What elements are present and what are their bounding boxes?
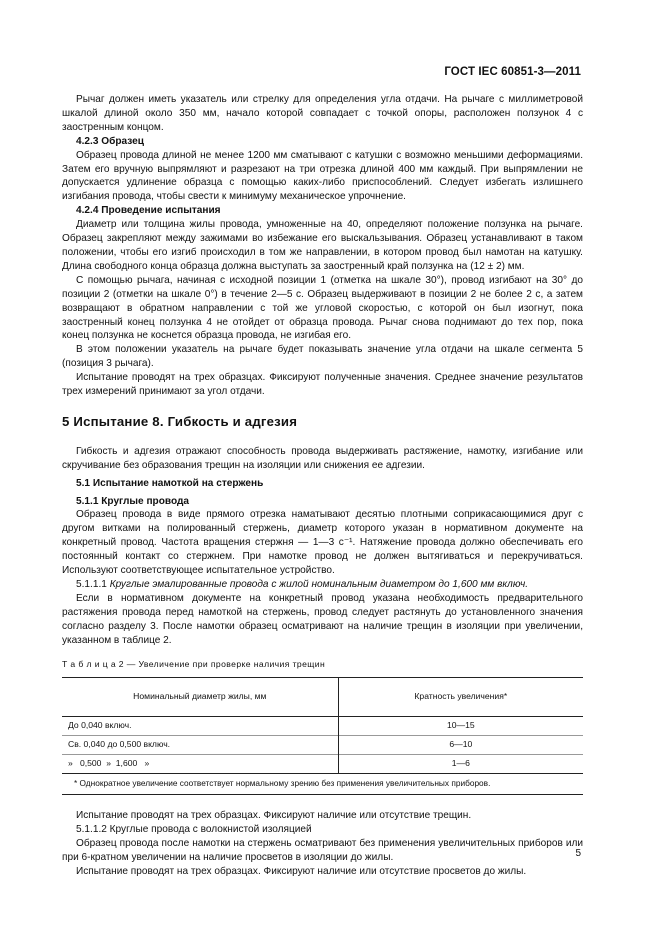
paragraph-fibrous: Образец провода после намотки на стержень осматривают без применения увеличительных приборов или при 6-кратном увеличении на наличие просветов в изоляции до жилы. <box>62 838 583 864</box>
column-header-magnification: Кратность увеличения* <box>338 678 583 717</box>
page-number: 5 <box>575 848 581 859</box>
heading-5-1-1-1 <box>62 578 583 592</box>
heading-5-1: 5.1 Испытание намоткой на стержень <box>76 477 264 489</box>
table-row <box>62 755 583 774</box>
document-header: ГОСТ IEC 60851-3—2011 <box>444 66 581 78</box>
paragraph-enamel: Если в нормативном документе на конкретный провод указана необходимость предварительного растяжения провода перед намоткой на стержень, провод следует растянуть до установленного значения согласно разделу 3. После намотки образец осматривают на наличие трещин в изоляции при увеличении, указанном в таблице 2. <box>62 592 583 646</box>
heading-4-2-4 <box>62 204 583 218</box>
heading-number: 4.2.3 <box>76 135 99 147</box>
heading-5-1-1: 5.1.1 Круглые провода <box>76 495 190 507</box>
cell-magnification: 10—15 <box>446 720 475 731</box>
magnification-table <box>62 677 583 795</box>
page-body <box>62 93 583 879</box>
cell-magnification: 6—10 <box>338 736 583 755</box>
paragraph-procedure-3: В этом положении указатель на рычаге будет показывать значение угла отдачи на шкале сегмента 5 (позиция 3 рычага). <box>62 344 583 370</box>
paragraph-procedure-4: Испытание проводят на трех образцах. Фиксируют полученные значения. Среднее значение результатов трех измерений принимают за угол отдачи. <box>62 372 583 398</box>
table-footnote: * Однократное увеличение соответствует нормальному зрению без применения увеличительных приборов. <box>62 774 583 795</box>
cell-diameter: » 0,500 » 1,600 » <box>62 755 338 774</box>
paragraph-after-table: Испытание проводят на трех образцах. Фиксируют наличие или отсутствие трещин. <box>76 810 472 822</box>
paragraph-final: Испытание проводят на трех образцах. Фиксируют наличие или отсутствие просветов до жилы. <box>76 866 527 878</box>
heading-number: 4.2.4 <box>76 205 99 217</box>
heading-5-1-1-2: 5.1.1.2 Круглые провода с волокнистой изоляцией <box>76 824 312 836</box>
cell-diameter: До 0,040 включ. <box>62 717 338 736</box>
heading-title: Круглые эмалированные провода с жилой номинальным диаметром до 1,600 мм включ. <box>109 579 529 590</box>
paragraph-sample: Образец провода длиной не менее 1200 мм сматывают с катушки с возможно меньшими деформациями. Затем его вручную выпрямляют и разрезают на три отрезка длиной 400 мм каждый. При выпрямлении не допускается удлинение образца с помощью каких-либо приспособлений. Следует избегать излишнего изгибания провода, чтобы свести к минимуму механическое упрочнение. <box>62 149 583 203</box>
table-caption: Т а б л и ц а 2 — Увеличение при проверке наличия трещин <box>62 658 326 669</box>
paragraph-procedure-1: Диаметр или толщина жилы провода, умноженные на 40, определяют положение ползунка на рычаге. Образец закрепляют между зажимами во избежание его выскальзывания. Образец устанавливают в таком положении, чтобы его изгиб происходил в том же направлении, в котором провод был намотан на катушку. Длина свободного конца образца должна выступать за заостренный край ползунка на (12 ± 2) мм. <box>62 219 583 272</box>
table-row <box>62 717 583 736</box>
paragraph-round-wire: Образец провода в виде прямого отрезка наматывают десятью плотными соприкасающимися друг с другом витками на полированный стержень, диаметр которого указан в нормативном документе на конкретный провод. Частота вращения стержня — 1—3 с⁻¹. Натяжение провода должно обеспечивать его постоянный контакт со стержнем. При намотке провод не должен вытягиваться и перекручиваться. Используют соответствующее испытательное устройство. <box>62 509 583 577</box>
table-header-row <box>62 678 583 717</box>
heading-title: Образец <box>101 135 144 147</box>
heading-4-2-3 <box>62 135 583 149</box>
cell-magnification: 1—6 <box>338 755 583 774</box>
cell-diameter: Св. 0,040 до 0,500 включ. <box>62 736 338 755</box>
heading-number: 5.1.1.1 <box>76 579 107 590</box>
paragraph-lever: Рычаг должен иметь указатель или стрелку для определения угла отдачи. На рычаге с миллиметровой шкалой длиной около 350 мм, начало которой совпадает с точкой опоры, расположен ползунок 4 с заостренным концом. <box>62 94 583 133</box>
paragraph-section5-intro: Гибкость и адгезия отражают способность провода выдерживать растяжение, намотку, изгибание или скручивание без образования трещин на изоляции или снижения ее адгезии. <box>62 445 583 471</box>
column-header-diameter: Номинальный диаметр жилы, мм <box>62 678 338 717</box>
section-5-title: 5 Испытание 8. Гибкость и адгезия <box>62 413 298 429</box>
table-row <box>62 736 583 755</box>
table-footnote-row <box>62 774 583 795</box>
heading-title: Проведение испытания <box>101 205 221 217</box>
paragraph-procedure-2: С помощью рычага, начиная с исходной позиции 1 (отметка на шкале 30°), провод изгибают на 30° до позиции 2 (отметки на шкале 0°) в течение 2—5 с. Образец выдерживают в позиции 2 не более 2 с, а затем возвращают в обратном направлении с той же угловой скоростью, с которой он был изогнут, пока заостренный конец ползунка 4 не отойдет от образца провода. Рычаг снова поднимают до тех пор, пока конец ползунка не коснется образца провода, не изгибая его. <box>62 274 583 342</box>
